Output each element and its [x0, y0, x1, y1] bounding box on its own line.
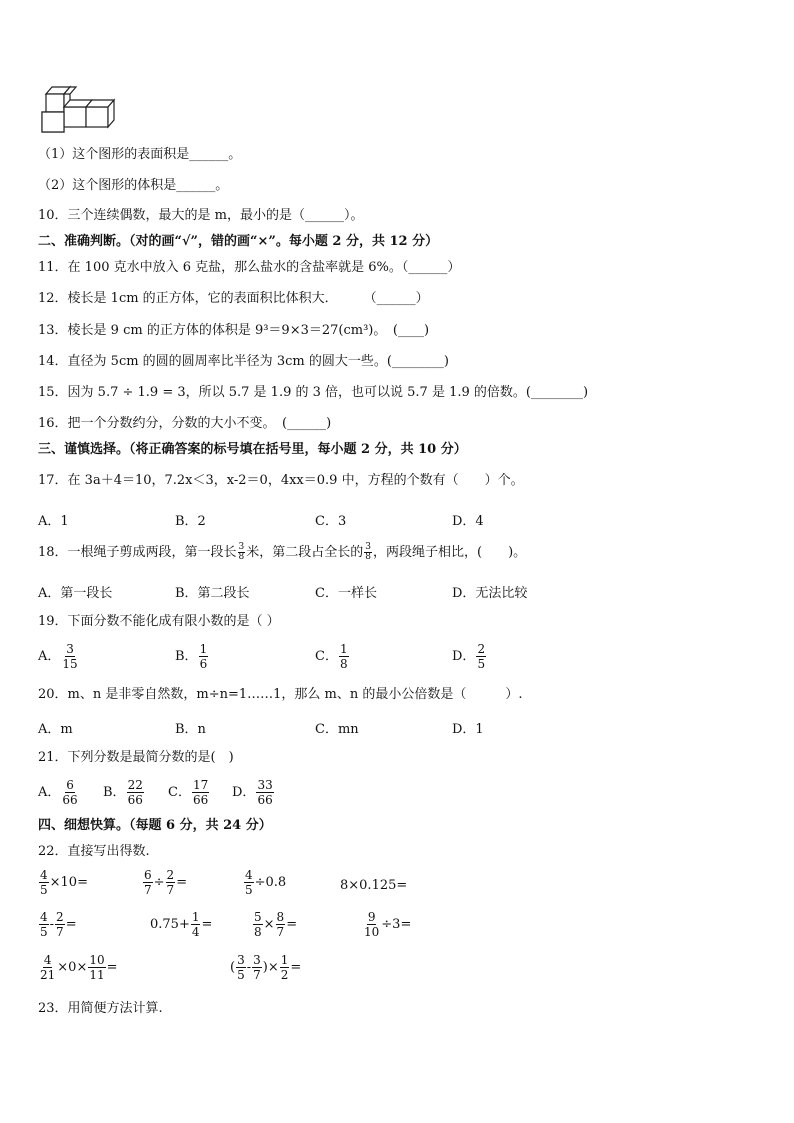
fraction [339, 642, 349, 671]
q22-expr-1 [38, 868, 88, 897]
q18-option-c[interactable]: C．一样长 [315, 586, 377, 601]
cube-figure [38, 82, 118, 136]
numerator: 4 [43, 953, 52, 967]
operator: - [49, 917, 55, 932]
q18-fraction-1 [238, 543, 246, 562]
q13: 13．棱长是 9 cm 的正方体的体积是 9³＝9×3＝27(cm³)。 (____) [38, 323, 430, 338]
q11: 11．在 100 克水中放入 6 克盐，那么盐水的含盐率就是 6%。（______） [38, 260, 461, 275]
denominator: 66 [192, 793, 209, 807]
numerator: 2 [56, 910, 64, 924]
option-label: D． [232, 785, 256, 800]
denominator: 8 [365, 552, 372, 562]
denominator: 5 [245, 883, 253, 897]
fraction [199, 642, 209, 671]
numerator: 33 [257, 778, 273, 792]
option-label: C． [315, 649, 338, 664]
q20-option-c[interactable]: C．mn [315, 722, 359, 737]
numerator: 4 [245, 868, 253, 882]
fraction [252, 953, 262, 982]
section-3-heading: 三、谨慎选择。（将正确答案的标号填在括号里，每小题 2 分，共 10 分） [38, 442, 467, 457]
q21-option-b[interactable] [103, 778, 145, 807]
section-2-heading: 二、准确判断。（对的画“√”，错的画“×”。每小题 2 分，共 12 分） [38, 234, 439, 249]
q12: 12．棱长是 1cm 的正方体，它的表面积比体积大． （______） [38, 291, 429, 306]
expr-tail: ÷3= [381, 917, 412, 932]
q17-option-c[interactable]: C．3 [315, 514, 347, 529]
q22-expr-4: 8×0.125= [340, 878, 408, 893]
q22-expr-2 [142, 868, 187, 897]
fraction [39, 910, 49, 939]
q15: 15．因为 5.7 ÷ 1.9 = 3，所以 5.7 是 1.9 的 3 倍，也可以说 5.7 是 1.9 的倍数。(________) [38, 385, 589, 400]
q18-fraction-2 [364, 543, 372, 562]
fraction [39, 953, 56, 982]
operator: - [246, 960, 252, 975]
fraction [236, 953, 246, 982]
operator: ×0× [57, 960, 88, 975]
q18-text-1: 18．一根绳子剪成两段，第一段长 [38, 545, 237, 560]
denominator: 8 [254, 925, 262, 939]
fraction [192, 778, 209, 807]
denominator: 11 [89, 968, 105, 982]
operator: ÷ [153, 875, 165, 890]
numerator: 3 [238, 542, 245, 552]
denominator: 4 [191, 925, 200, 939]
option-label: C． [168, 785, 191, 800]
option-label: B． [103, 785, 126, 800]
q9-part1: （1）这个图形的表面积是______。 [38, 147, 242, 162]
fraction [256, 778, 273, 807]
denominator: 6 [199, 657, 208, 671]
fraction [61, 778, 78, 807]
denominator: 5 [40, 883, 48, 897]
q22-expr-9 [38, 953, 118, 982]
numerator: 17 [192, 778, 209, 792]
q22-expr-10 [230, 953, 301, 982]
option-label: D． [452, 649, 476, 664]
denominator: 66 [257, 793, 273, 807]
fraction [244, 868, 254, 897]
numerator: 3 [66, 642, 74, 656]
q22-expr-3 [243, 868, 286, 897]
numerator: 1 [199, 642, 208, 656]
numerator: 4 [40, 910, 48, 924]
numerator: 6 [144, 868, 152, 882]
q22-expr-5 [38, 910, 77, 939]
expr-head: ( [230, 960, 236, 975]
denominator: 66 [127, 793, 143, 807]
q17-option-d[interactable]: D．4 [452, 514, 484, 529]
numerator: 4 [40, 868, 48, 882]
expr-head: 0.75+ [150, 917, 190, 932]
q18-text-2: 米，第二段占全长的 [246, 545, 364, 560]
denominator: 21 [40, 968, 56, 982]
expr-tail: ×10= [49, 875, 88, 890]
fraction [363, 910, 380, 939]
denominator: 7 [56, 925, 64, 939]
numerator: 1 [339, 642, 348, 656]
fraction [191, 910, 201, 939]
denominator: 5 [477, 657, 486, 671]
numerator: 3 [237, 953, 245, 967]
q21-option-a[interactable] [38, 778, 80, 807]
q9-part2: （2）这个图形的体积是______。 [38, 178, 229, 193]
numerator: 2 [166, 868, 175, 882]
numerator: 3 [253, 953, 261, 967]
fraction [476, 642, 486, 671]
q18-stem [38, 543, 526, 562]
q21-option-c[interactable] [168, 778, 210, 807]
q19-stem: 19．下面分数不能化成有限小数的是（ ） [38, 614, 280, 629]
q19-option-d[interactable] [452, 642, 487, 671]
denominator: 5 [237, 968, 245, 982]
expr-tail: = [286, 917, 298, 932]
q17-option-b[interactable]: B．2 [175, 514, 206, 529]
fraction [88, 953, 105, 982]
denominator: 7 [276, 925, 285, 939]
option-label: A． [38, 649, 61, 664]
numerator: 1 [191, 910, 200, 924]
fraction [166, 868, 176, 897]
q18-option-d[interactable]: D．无法比较 [452, 586, 528, 601]
q22-expr-6 [150, 910, 212, 939]
numerator: 5 [254, 910, 262, 924]
expr-tail: = [201, 917, 213, 932]
operator: )× [262, 960, 279, 975]
q16: 16．把一个分数约分，分数的大小不变。 (______) [38, 416, 332, 431]
fraction [253, 910, 263, 939]
denominator: 8 [339, 657, 348, 671]
q10: 10．三个连续偶数，最大的是 m，最小的是（______）。 [38, 208, 364, 223]
q18-text-3: ，两段绳子相比，( )。 [373, 545, 527, 560]
expr-tail: ÷0.8 [254, 875, 287, 890]
numerator: 3 [365, 542, 372, 552]
denominator: 10 [364, 925, 380, 939]
fraction [143, 868, 153, 897]
denominator: 5 [40, 925, 48, 939]
section-4-heading: 四、细想快算。（每题 6 分，共 24 分） [38, 818, 272, 833]
q14: 14．直径为 5cm 的圆的圆周率比半径为 3cm 的圆大一些。(________) [38, 354, 449, 369]
fraction [61, 642, 78, 671]
fraction [39, 868, 49, 897]
option-label: A． [38, 785, 61, 800]
expr-tail: = [290, 960, 302, 975]
fraction [127, 778, 144, 807]
q18-option-a[interactable]: A．第一段长 [38, 586, 113, 601]
q19-option-a[interactable] [38, 642, 80, 671]
q19-option-c[interactable] [315, 642, 350, 671]
expr-tail: = [65, 917, 77, 932]
q20-option-d[interactable]: D．1 [452, 722, 484, 737]
q23: 23．用简便方法计算. [38, 1001, 163, 1016]
denominator: 7 [144, 883, 152, 897]
expr-tail: = [176, 875, 188, 890]
numerator: 1 [280, 953, 289, 967]
fraction [55, 910, 65, 939]
q21-stem: 21．下列分数是最简分数的是( ) [38, 750, 234, 765]
denominator: 7 [166, 883, 175, 897]
numerator: 9 [367, 910, 376, 924]
denominator: 8 [238, 552, 245, 562]
q18-option-b[interactable]: B．第二段长 [175, 586, 250, 601]
fraction [276, 910, 286, 939]
operator: × [263, 917, 275, 932]
q22-expr-8 [362, 910, 411, 939]
denominator: 2 [280, 968, 289, 982]
q22-expr-7 [252, 910, 297, 939]
numerator: 2 [477, 642, 486, 656]
numerator: 6 [66, 778, 74, 792]
denominator: 66 [62, 793, 78, 807]
option-label: B． [175, 649, 198, 664]
numerator: 8 [276, 910, 285, 924]
denominator: 7 [253, 968, 261, 982]
q22-stem: 22．直接写出得数. [38, 844, 150, 859]
q20-option-b[interactable]: B．n [175, 722, 206, 737]
expr-tail: = [106, 960, 118, 975]
q17-option-a[interactable]: A．1 [38, 514, 69, 529]
q20-stem: 20．m、n 是非零自然数，m÷n=1……1，那么 m、n 的最小公倍数是（ ）. [38, 687, 523, 702]
fraction [280, 953, 290, 982]
q19-option-b[interactable] [175, 642, 209, 671]
q20-option-a[interactable]: A．m [38, 722, 73, 737]
q21-option-d[interactable] [232, 778, 275, 807]
numerator: 22 [127, 778, 143, 792]
q17-stem: 17．在 3a＋4＝10，7.2x＜3，x-2＝0，4xx＝0.9 中，方程的个数有（ ）个。 [38, 473, 524, 488]
numerator: 10 [89, 953, 105, 967]
denominator: 15 [62, 657, 78, 671]
